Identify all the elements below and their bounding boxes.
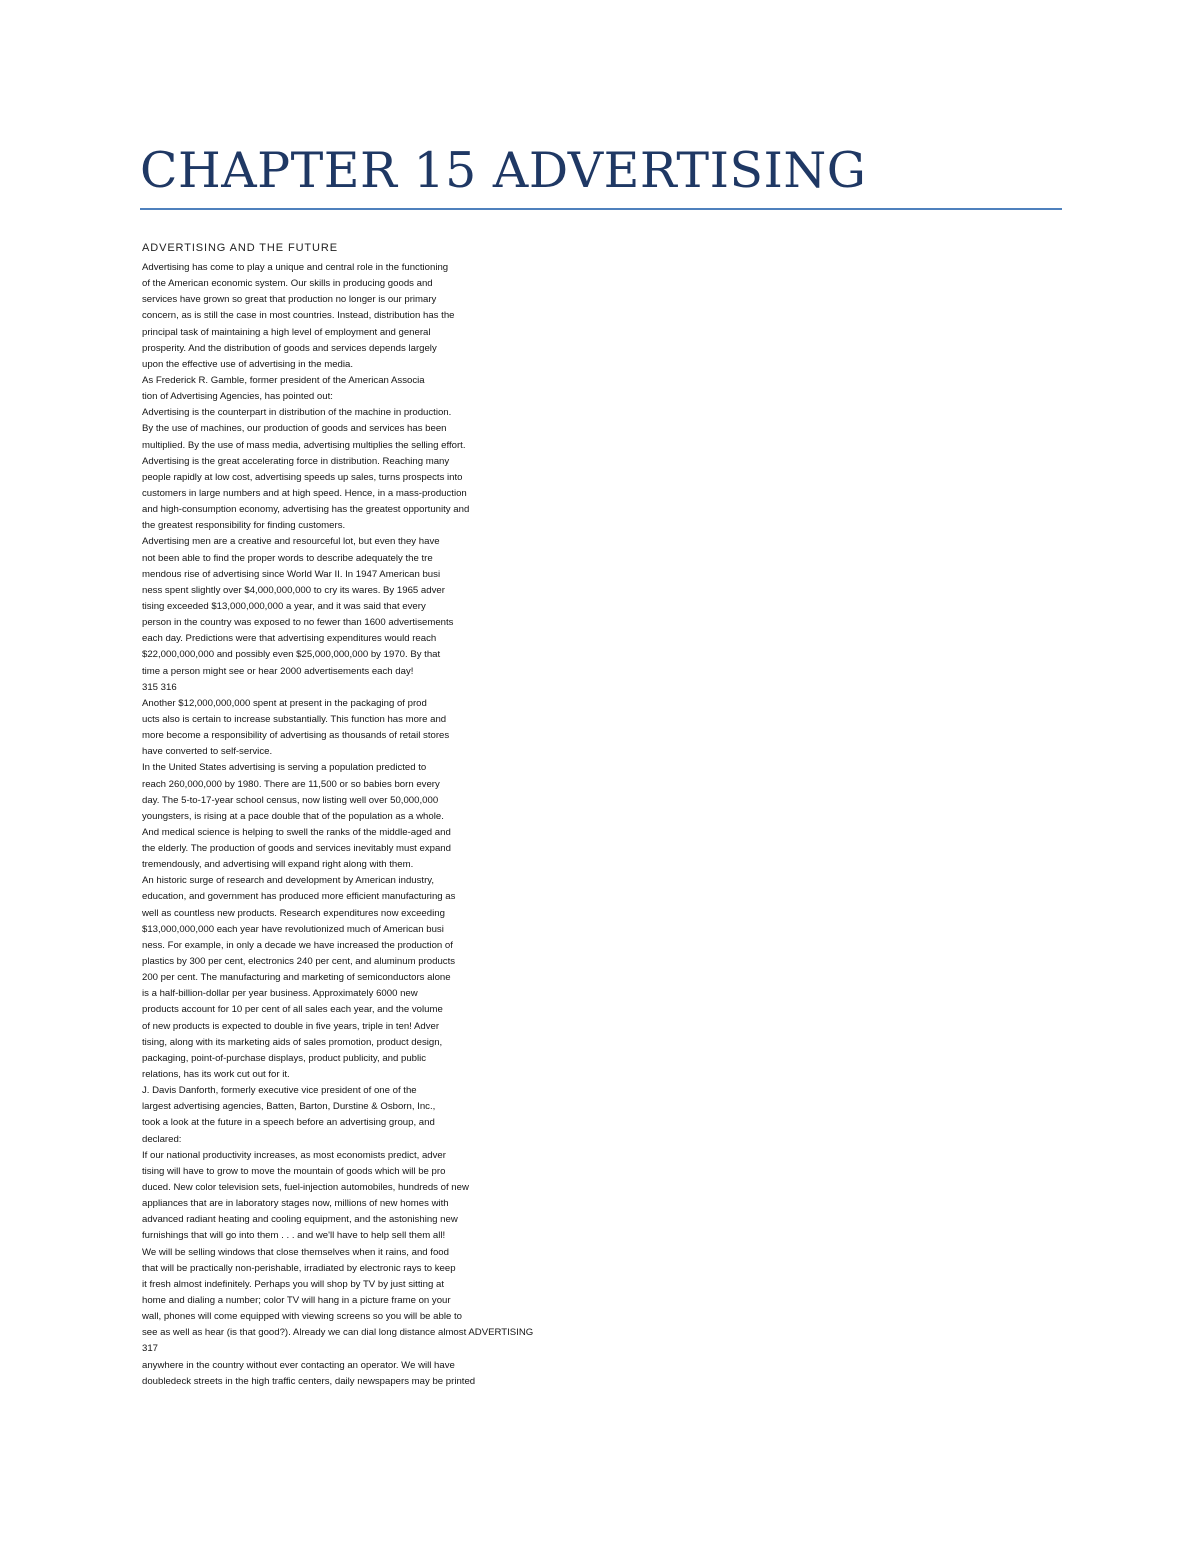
text-line: We will be selling windows that close themselves when it rains, and food	[142, 1246, 449, 1258]
text-line: $13,000,000,000 each year have revolutionized much of American busi	[142, 923, 444, 935]
text-line: doubledeck streets in the high traffic centers, daily newspapers may be printed	[142, 1375, 476, 1387]
text-line: is a half-billion-dollar per year business. Approximately 6000 new	[142, 988, 418, 1000]
text-line: principal task of maintaining a high level of employment and general	[142, 326, 431, 338]
chapter-title: CHAPTER 15 ADVERTISING	[140, 142, 867, 199]
text-line: By the use of machines, our production of goods and services has been	[142, 423, 447, 435]
text-line: products account for 10 per cent of all sales each year, and the volume	[142, 1004, 443, 1016]
text-line: well as countless new products. Research expenditures now exceeding	[142, 907, 445, 919]
text-line: and high-consumption economy, advertising has the greatest opportunity and	[142, 504, 470, 516]
text-line: 317	[142, 1343, 159, 1355]
text-line: advanced radiant heating and cooling equipment, and the astonishing new	[142, 1214, 458, 1226]
text-line: tising exceeded $13,000,000,000 a year, and it was said that every	[142, 600, 426, 612]
text-line: tion of Advertising Agencies, has pointed out:	[142, 391, 333, 403]
text-line: Advertising is the counterpart in distribution of the machine in production.	[142, 407, 452, 419]
text-line: that will be practically non-perishable, irradiated by electronic rays to keep	[142, 1262, 456, 1274]
text-line: ucts also is certain to increase substantially. This function has more and	[142, 713, 447, 725]
text-line: concern, as is still the case in most countries. Instead, distribution has the	[142, 310, 455, 322]
text-line: plastics by 300 per cent, electronics 240 per cent, and aluminum products	[142, 956, 456, 968]
text-line: $22,000,000,000 and possibly even $25,000,000,000 by 1970. By that	[142, 649, 441, 661]
text-line: packaging, point-of-purchase displays, product publicity, and public	[142, 1052, 427, 1064]
text-line: services have grown so great that production no longer is our primary	[142, 294, 437, 306]
text-line: duced. New color television sets, fuel-injection automobiles, hundreds of new	[142, 1182, 469, 1194]
text-line: If our national productivity increases, as most economists predict, adver	[142, 1149, 446, 1161]
text-line: J. Davis Danforth, formerly executive vice president of one of the	[142, 1085, 417, 1097]
text-line: youngsters, is rising at a pace double that of the population as a whole.	[142, 810, 444, 822]
text-line: ness spent slightly over $4,000,000,000 to cry its wares. By 1965 adver	[142, 584, 445, 596]
paragraph-lines	[142, 260, 612, 1390]
text-line: Advertising is the great accelerating force in distribution. Reaching many	[142, 455, 450, 467]
text-line: In the United States advertising is serving a population predicted to	[142, 762, 427, 774]
text-line: the elderly. The production of goods and services inevitably must expand	[142, 843, 451, 855]
text-line: person in the country was exposed to no fewer than 1600 advertisements	[142, 617, 454, 629]
text-line: it fresh almost indefinitely. Perhaps you will shop by TV by just sitting at	[142, 1278, 444, 1290]
text-line: 315 316	[142, 681, 177, 693]
text-line: furnishings that will go into them . . . and we'll have to help sell them all!	[142, 1230, 446, 1242]
text-line: relations, has its work cut out for it.	[142, 1069, 290, 1081]
text-line: anywhere in the country without ever contacting an operator. We will have	[142, 1359, 455, 1371]
text-line: Another $12,000,000,000 spent at present in the packaging of prod	[142, 697, 427, 709]
text-line: 200 per cent. The manufacturing and marketing of semiconductors alone	[142, 972, 451, 984]
text-line: appliances that are in laboratory stages now, millions of new homes with	[142, 1198, 449, 1210]
text-line: multiplied. By the use of mass media, advertising multiplies the selling effort.	[142, 439, 466, 451]
body-text-column	[142, 240, 612, 1390]
text-line: of new products is expected to double in five years, triple in ten! Adver	[142, 1020, 440, 1032]
text-line: ness. For example, in only a decade we have increased the production of	[142, 939, 453, 951]
text-line: As Frederick R. Gamble, former president of the American Associa	[142, 374, 425, 386]
text-line: An historic surge of research and development by American industry,	[142, 875, 435, 887]
text-line: time a person might see or hear 2000 advertisements each day!	[142, 665, 414, 677]
text-line: largest advertising agencies, Batten, Barton, Durstine & Osborn, Inc.,	[142, 1101, 436, 1113]
text-line: customers in large numbers and at high speed. Hence, in a mass-production	[142, 487, 467, 499]
text-line: home and dialing a number; color TV will hang in a picture frame on your	[142, 1295, 451, 1306]
text-line: day. The 5-to-17-year school census, now listing well over 50,000,000	[142, 794, 439, 806]
section-heading: ADVERTISING AND THE FUTURE	[142, 242, 338, 254]
text-line: tising, along with its marketing aids of sales promotion, product design,	[142, 1036, 443, 1048]
text-line: upon the effective use of advertising in the media.	[142, 358, 354, 370]
text-line: Advertising has come to play a unique and central role in the functioning	[142, 262, 449, 273]
text-line: not been able to find the proper words to describe adequately the tre	[142, 552, 433, 564]
text-line: prosperity. And the distribution of goods and services depends largely	[142, 342, 437, 354]
text-line: more become a responsibility of advertising as thousands of retail stores	[142, 730, 450, 742]
text-line: took a look at the future in a speech before an advertising group, and	[142, 1117, 435, 1129]
text-line: of the American economic system. Our skills in producing goods and	[142, 278, 433, 290]
text-line: reach 260,000,000 by 1980. There are 11,500 or so babies born every	[142, 778, 440, 790]
text-line: have converted to self-service.	[142, 746, 273, 758]
text-line: tising will have to grow to move the mountain of goods which will be pro	[142, 1165, 446, 1177]
text-line: each day. Predictions were that advertising expenditures would reach	[142, 633, 437, 645]
text-line: education, and government has produced more efficient manufacturing as	[142, 891, 456, 903]
text-line: declared:	[142, 1133, 182, 1145]
text-line: tremendously, and advertising will expand right along with them.	[142, 859, 414, 871]
text-line: people rapidly at low cost, advertising speeds up sales, turns prospects into	[142, 471, 463, 483]
text-line: wall, phones will come equipped with viewing screens so you will be able to	[142, 1311, 462, 1323]
text-line: mendous rise of advertising since World War II. In 1947 American busi	[142, 568, 441, 580]
text-line: Advertising men are a creative and resourceful lot, but even they have	[142, 536, 440, 548]
text-line: the greatest responsibility for finding customers.	[142, 520, 346, 532]
text-line: And medical science is helping to swell the ranks of the middle-aged and	[142, 826, 451, 838]
title-underline	[140, 208, 1062, 210]
text-line: see as well as hear (is that good?). Already we can dial long distance almost ADVERTISING	[142, 1327, 534, 1339]
